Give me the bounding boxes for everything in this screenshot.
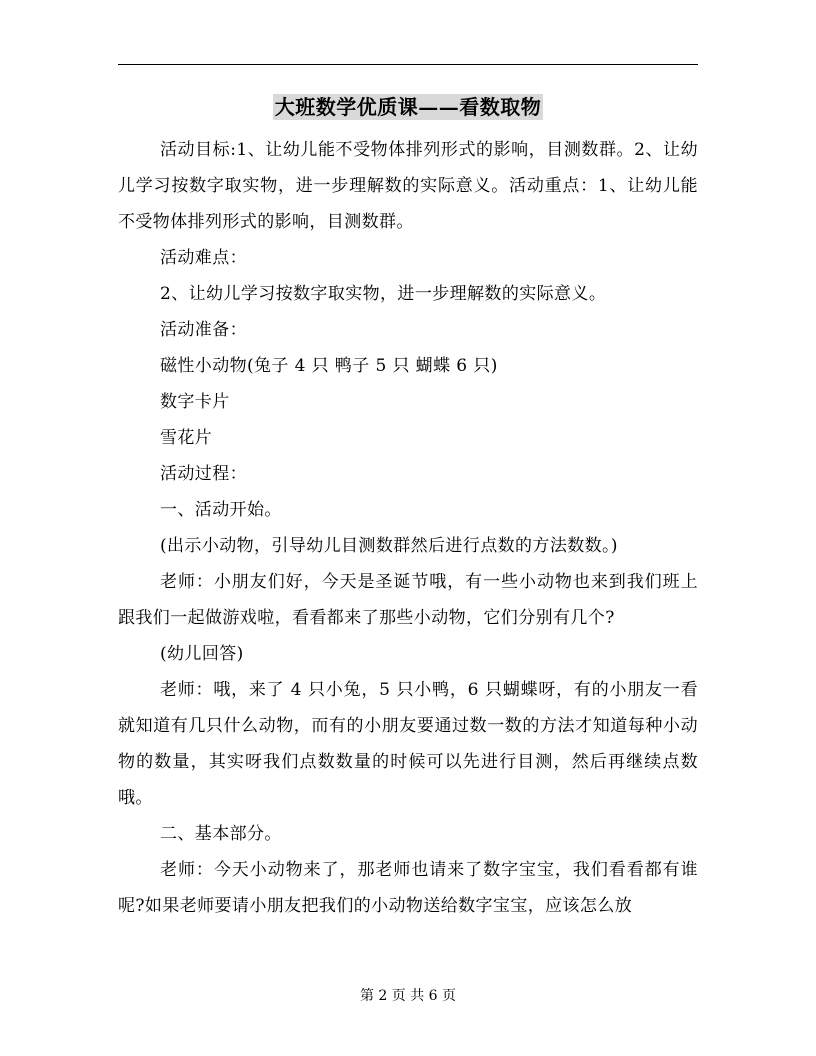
- paragraph-preparation-cards: 数字卡片: [160, 392, 230, 412]
- paragraph-difficulty-heading: 活动难点：: [160, 248, 247, 268]
- paragraph-preparation-snowflakes: 雪花片: [160, 428, 213, 448]
- document-body: [118, 132, 698, 924]
- paragraph-teacher-greeting: 老师：小朋友们好，今天是圣诞节哦，有一些小动物也来到我们班上跟我们一起做游戏啦，看看都来了那些小动物，它们分别有几个?: [118, 572, 698, 628]
- paragraph-preparation-animals: 磁性小动物(兔子 4 只 鸭子 5 只 蝴蝶 6 只): [160, 356, 498, 376]
- paragraph-goals: 活动目标:1、让幼儿能不受物体排列形式的影响，目测数群。2、让幼儿学习按数字取实物，进一步理解数的实际意义。活动重点：1、让幼儿能不受物体排列形式的影响，目测数群。: [118, 140, 698, 232]
- title-container: [0, 94, 816, 120]
- paragraph-teacher-numbers: 老师：今天小动物来了，那老师也请来了数字宝宝，我们看看都有谁呢?如果老师要请小朋友把我们的小动物送给数字宝宝，应该怎么放: [118, 860, 698, 916]
- document-title: 大班数学优质课——看数取物: [274, 95, 542, 119]
- paragraph-preparation-heading: 活动准备：: [160, 320, 247, 340]
- paragraph-children-answer: (幼儿回答): [160, 644, 244, 664]
- paragraph-difficulty: 2、让幼儿学习按数字取实物，进一步理解数的实际意义。: [160, 284, 607, 304]
- header-rule: [118, 64, 698, 65]
- page-number: 第 2 页 共 6 页: [359, 988, 457, 1004]
- paragraph-show-animals: (出示小动物，引导幼儿目测数群然后进行点数的方法数数。): [160, 536, 618, 556]
- paragraph-section-two: 二、基本部分。: [160, 824, 282, 844]
- paragraph-teacher-summary: 老师：哦，来了 4 只小兔，5 只小鸭，6 只蝴蝶呀，有的小朋友一看就知道有几只什么动物，而有的小朋友要通过数一数的方法才知道每种小动物的数量，其实呀我们点数数量的时候可以先进行目测，然后再继续点数哦。: [118, 680, 698, 808]
- page-footer: [0, 986, 816, 1006]
- paragraph-section-one: 一、活动开始。: [160, 500, 282, 520]
- paragraph-process-heading: 活动过程：: [160, 464, 247, 484]
